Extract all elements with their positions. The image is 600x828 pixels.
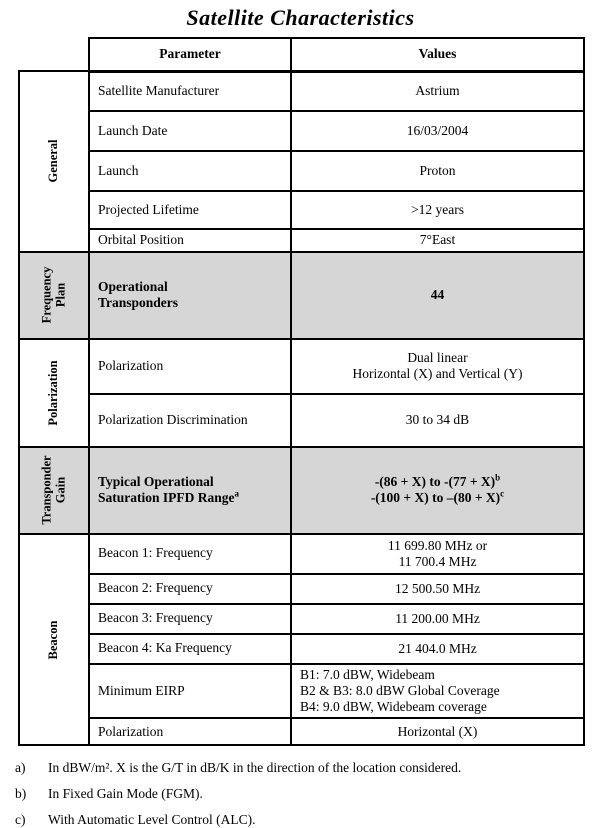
- value-line: 7°East: [419, 232, 456, 248]
- footnote-text: In dBW/m². X is the G/T in dB/K in the direction of the location considered.: [48, 760, 462, 776]
- table-row: [19, 229, 584, 252]
- footnote-c: [15, 812, 600, 828]
- parameter-cell: Orbital Position: [89, 229, 291, 252]
- footnote-a: [15, 760, 600, 776]
- footnote-marker: c: [500, 488, 505, 499]
- value-cell: [291, 394, 584, 447]
- value-cell: [291, 71, 584, 111]
- parameter-cell: Operational Transponders: [89, 252, 291, 339]
- parameter-cell: Launch Date: [89, 111, 291, 151]
- value-cell: [291, 229, 584, 252]
- parameter-cell: Polarization Discrimination: [89, 394, 291, 447]
- section-label-text: Transponder Gain: [39, 455, 67, 525]
- parameter-cell: Beacon 3: Frequency: [89, 604, 291, 634]
- value-line: 16/03/2004: [406, 122, 469, 138]
- section-label-text: Polarization: [46, 360, 61, 426]
- parameter-cell: Polarization: [89, 339, 291, 394]
- parameter-cell: Minimum EIRP: [89, 664, 291, 719]
- value-line: Proton: [419, 162, 456, 178]
- footnotes: [15, 760, 600, 828]
- value-line: Dual linear: [407, 350, 468, 366]
- value-line: -(86 + X) to $-(77 + X)^b$: [374, 472, 501, 490]
- column-header-values: Values: [291, 38, 584, 71]
- parameter-cell: Polarization: [89, 718, 291, 745]
- table-row: [19, 574, 584, 604]
- table-row: [19, 447, 584, 534]
- section-label-transponder-gain: [19, 447, 89, 534]
- table-row: [19, 534, 584, 574]
- table-row: [19, 252, 584, 339]
- footnote-label: b): [15, 786, 27, 802]
- header-row: [19, 38, 584, 71]
- footnote-text: With Automatic Level Control (ALC).: [48, 812, 256, 828]
- footnote-text: In Fixed Gain Mode (FGM).: [48, 786, 203, 802]
- value-line: >12 years: [411, 201, 464, 217]
- footnote-label: a): [15, 760, 26, 776]
- value-line: -(100 + X) to $-(80 + X)^c$: [370, 488, 505, 506]
- value-line: Horizontal (X): [397, 723, 478, 739]
- table-row: [19, 111, 584, 151]
- parameter-cell: Typical Operational Saturation IPFD Range$^a$: [89, 447, 291, 534]
- value-cell: [291, 151, 584, 191]
- value-cell: [291, 718, 584, 745]
- table-row: [19, 394, 584, 447]
- footnote-marker: a: [234, 488, 240, 499]
- table-row: [19, 71, 584, 111]
- value-cell: [291, 252, 584, 339]
- section-label-text: Frequency Plan: [39, 267, 67, 324]
- value-line: Astrium: [415, 83, 460, 99]
- value-line: 11 700.4 MHz: [398, 553, 477, 569]
- table-row: [19, 191, 584, 229]
- value-line: 12 500.50 MHz: [394, 580, 481, 596]
- value-line: 11 699.80 MHz or: [387, 537, 488, 553]
- section-label-beacon: [19, 534, 89, 746]
- value-cell: [291, 634, 584, 664]
- value-line: B1: 7.0 dBW, Widebeam: [300, 666, 435, 682]
- table-row: [19, 634, 584, 664]
- value-cell: [291, 111, 584, 151]
- section-label-text: Beacon: [46, 620, 61, 660]
- value-line: Horizontal (X) and Vertical (Y): [352, 366, 523, 382]
- parameter-cell: Beacon 4: Ka Frequency: [89, 634, 291, 664]
- value-line: B2 & B3: 8.0 dBW Global Coverage: [300, 683, 500, 699]
- value-cell: [291, 447, 584, 534]
- section-label-frequency-plan: [19, 252, 89, 339]
- parameter-cell: Launch: [89, 151, 291, 191]
- parameter-cell: Satellite Manufacturer: [89, 71, 291, 111]
- section-label-polarization: [19, 339, 89, 447]
- section-label-text: General: [46, 139, 61, 183]
- satellite-characteristics-table: [18, 37, 585, 746]
- value-cell: [291, 534, 584, 574]
- parameter-cell: Beacon 2: Frequency: [89, 574, 291, 604]
- footnote-marker: b: [495, 472, 501, 483]
- table-row: [19, 339, 584, 394]
- column-header-parameter: Parameter: [89, 38, 291, 71]
- footnote-label: c): [15, 812, 26, 828]
- section-label-general: [19, 71, 89, 252]
- value-cell: [291, 191, 584, 229]
- corner-cell: [19, 38, 89, 71]
- table-row: [19, 718, 584, 745]
- value-cell: [291, 664, 584, 719]
- value-line: 44: [430, 287, 445, 303]
- value-cell: [291, 574, 584, 604]
- table-row: [19, 604, 584, 634]
- parameter-cell: Beacon 1: Frequency: [89, 534, 291, 574]
- footnote-b: [15, 786, 600, 802]
- value-cell: [291, 604, 584, 634]
- value-line: B4: 9.0 dBW, Widebeam coverage: [300, 699, 487, 715]
- value-cell: [291, 339, 584, 394]
- parameter-cell: Projected Lifetime: [89, 191, 291, 229]
- value-line: 11 200.00 MHz: [395, 610, 480, 626]
- table-row: [19, 664, 584, 719]
- value-line: 30 to 34 dB: [405, 412, 470, 428]
- table-row: [19, 151, 584, 191]
- page-title: Satellite Characteristics: [186, 5, 415, 30]
- value-line: 21 404.0 MHz: [398, 640, 477, 656]
